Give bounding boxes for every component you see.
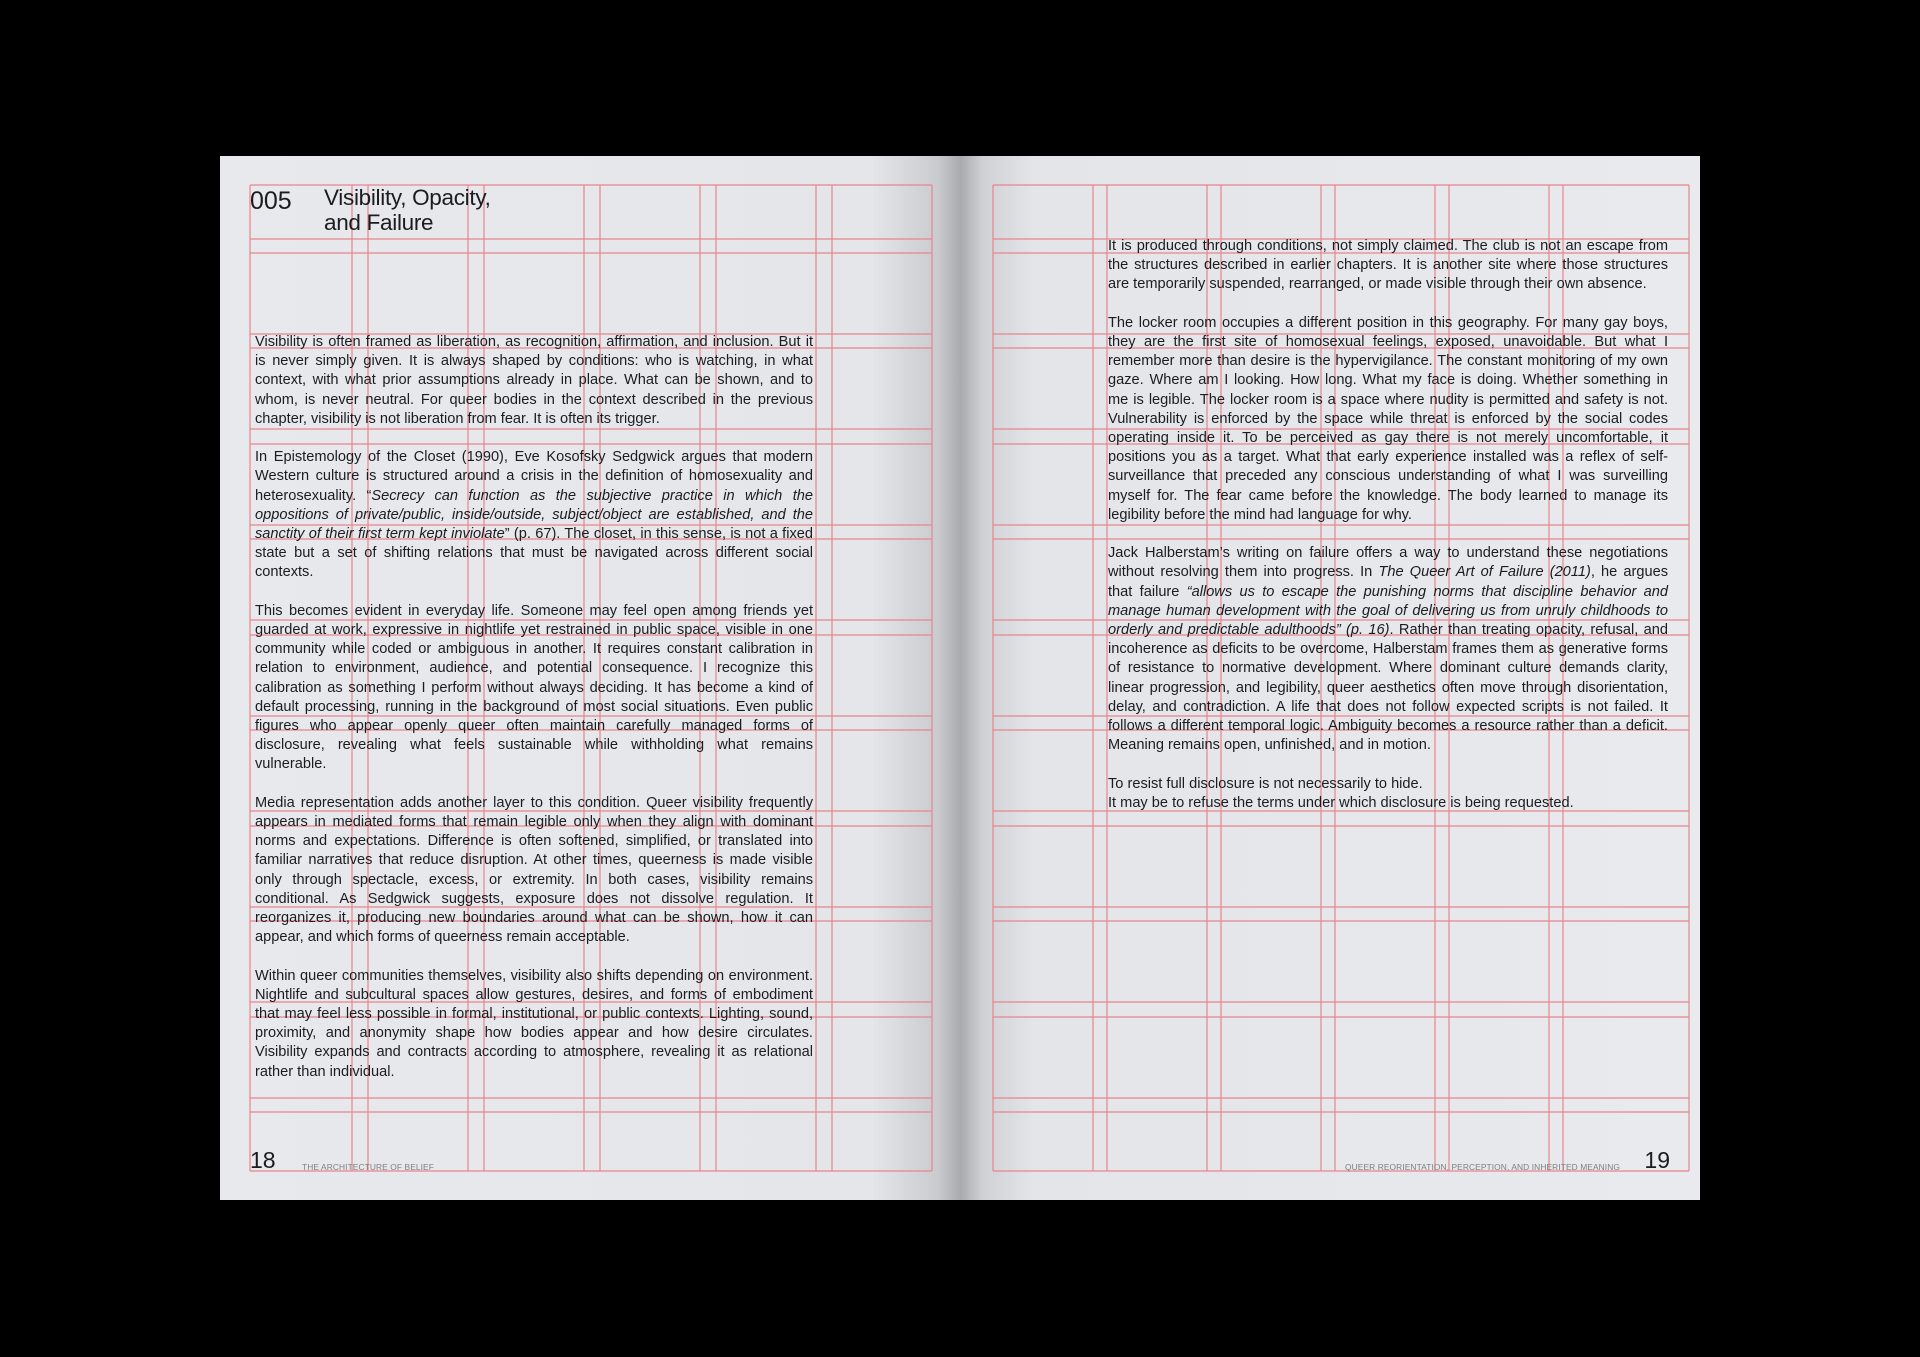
- paragraph: Within queer communities themselves, visibility also shifts depending on environment. Nightlife and subcultural spaces allow gestures, desires, and forms of embodiment that may feel less possible in formal, institutional, or public contexts. Lighting, sound, proximity, and anonymity shape how bodies appear and how desire circulates. Visibility expands and contracts according to atmosphere, revealing it as relational rather than individual.: [255, 967, 813, 1080]
- chapter-title: [324, 186, 491, 235]
- chapter-number: 005: [250, 187, 292, 215]
- chapter-title-line-2: and Failure: [324, 209, 434, 235]
- page-number: 18: [250, 1147, 276, 1173]
- running-head: QUEER REORIENTATION, PERCEPTION, AND INHERITED MEANING: [1345, 1162, 1620, 1172]
- paragraph-text: . Rather than treating opacity, refusal, and incoherence as deficits to be overcome, Halberstam frames them as generative forms of resistance to normative development. Where dominant culture demands clarity, linear progression, and legibility, queer aesthetics often move through disorientation, delay, and contradiction. A life that does not follow expected scripts is not failed. It follows a different temporal logic. Ambiguity becomes a resource rather than a deficit. Meaning remains open, unfinished, and in motion.: [1108, 622, 1668, 754]
- book-title: The Queer Art of Failure (2011): [1378, 564, 1591, 581]
- paragraph: [255, 448, 813, 582]
- left-page: [220, 156, 960, 1200]
- left-body-text: [255, 333, 813, 1101]
- right-body-text: [1108, 237, 1668, 832]
- halberstam-quote: “allows us to escape the punishing norms that discipline behavior and manage human development with the goal of delivering us from unruly childhoods to orderly and predictable adulthoods” (p. 16): [1108, 583, 1668, 639]
- running-head: THE ARCHITECTURE OF BELIEF: [302, 1162, 434, 1172]
- right-page: [960, 156, 1700, 1200]
- closing-line-1: To resist full disclosure is not necessarily to hide.: [1108, 775, 1423, 792]
- paragraph-text: Jack Halberstam’s writing on failure offers a way to understand these negotiations without resolving them into progress. In: [1108, 545, 1668, 581]
- paragraph-text: ” (p. 67). The closet, in this sense, is not a fixed state but a set of shifting relations that must be navigated across different social contexts.: [255, 526, 813, 581]
- page-number: 19: [1644, 1147, 1670, 1173]
- paragraph: [1108, 775, 1668, 813]
- sedgwick-quote: Secrecy can function as the subjective practice in which the oppositions of private/public, inside/outside, subject/object are established, and the sanctity of their first term kept inviolate: [255, 487, 813, 543]
- closing-line-2: It may be to refuse the terms under which disclosure is being requested.: [1108, 794, 1574, 811]
- paragraph: It is produced through conditions, not simply claimed. The club is not an escape from the structures described in earlier chapters. It is another site where those structures are temporarily suspended, rearranged, or made visible through their own absence.: [1108, 238, 1668, 293]
- paragraph-text: , he argues that failure: [1108, 564, 1668, 600]
- paragraph: This becomes evident in everyday life. Someone may feel open among friends yet guarded at work, expressive in nightlife yet restrained in public space, visible in one community while coded or ambiguous in another. It requires constant calibration in relation to environment, audience, and potential consequence. I recognize this calibration as something I perform without always deciding. It has become a kind of default processing, running in the background of most social situations. Even public figures who appear openly queer often maintain carefully managed forms of disclosure, revealing what feels sustainable while withholding what remains vulnerable.: [255, 602, 813, 773]
- paragraph: Visibility is often framed as liberation, as recognition, affirmation, and inclusion. But it is never simply given. It is always shaped by conditions: who is watching, in what context, with what prior assumptions already in place. What can be shown, and to whom, is never neutral. For queer bodies in the context described in the previous chapter, visibility is not liberation from fear. It is often its trigger.: [255, 334, 813, 427]
- chapter-title-line-1: Visibility, Opacity,: [324, 185, 491, 210]
- paragraph: Media representation adds another layer to this condition. Queer visibility frequently appears in mediated forms that remain legible only when they align with dominant norms and expectations. Difference is often softened, simplified, or translated into familiar narratives that reduce disruption. At other times, queerness is made visible only through spectacle, excess, or extremity. In both cases, visibility remains conditional. As Sedgwick suggests, exposure does not dissolve regulation. It reorganizes it, producing new boundaries around what can be shown, how it can appear, and which forms of queerness remain acceptable.: [255, 794, 813, 946]
- paragraph: [1108, 544, 1668, 755]
- book-spread: [220, 156, 1700, 1200]
- paragraph: The locker room occupies a different position in this geography. For many gay boys, they are the first site of homosexual feelings, exposed, unavoidable. But what I remember more than desire is the hypervigilance. The constant monitoring of my own gaze. Where am I looking. How long. What my face is doing. Whether something in me is legible. The locker room is a space where nudity is permitted and safety is not. Vulnerability is enforced by the space while threat is enforced by the social codes operating inside it. To be perceived as gay there is not merely uncomfortable, it positions you as a target. What that early experience installed was a reflex of self-surveillance that preceded any conscious understanding of what I was surveilling myself for. The fear came before the knowledge. The body learned to manage its legibility before the mind had language for why.: [1108, 314, 1668, 523]
- paragraph-text: In Epistemology of the Closet (1990), Eve Kosofsky Sedgwick argues that modern Western culture is structured around a crisis in the definition of homosexuality and heterosexuality. “: [255, 449, 813, 504]
